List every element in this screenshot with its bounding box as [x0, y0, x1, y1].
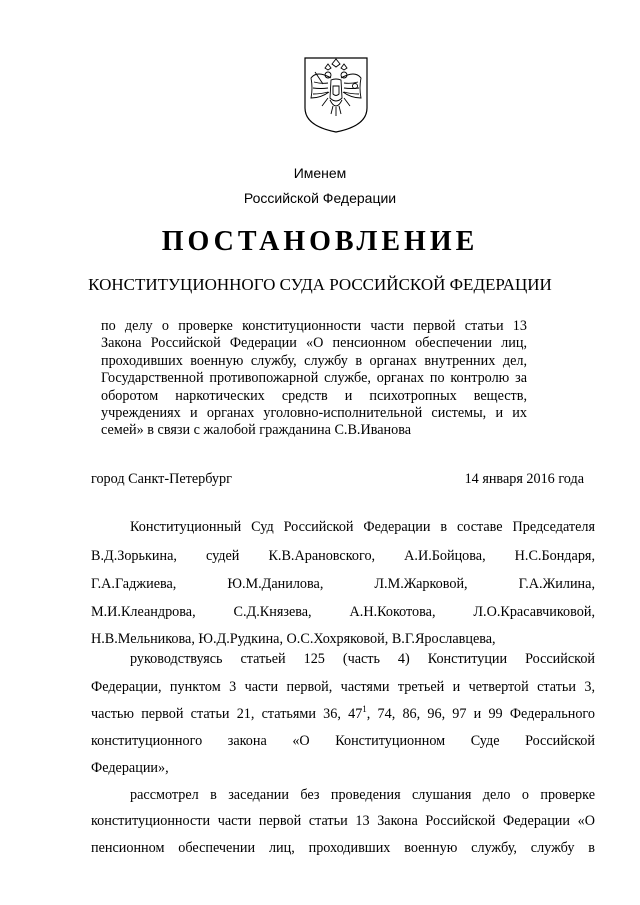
body-line: рассмотрел в заседании без проведения слушания дело о проверке: [130, 787, 595, 803]
body-line: Федерации, пунктом 3 части первой, частями третьей и четвертой статьи 3,: [91, 679, 595, 695]
date: 14 января 2016 года: [464, 471, 584, 487]
coat-of-arms-emblem: [301, 56, 371, 134]
subject-line: Закона Российской Федерации «О пенсионном обеспечении лиц,: [101, 335, 527, 352]
subject-line: проходивших военную службу, службу в органах внутренних дел,: [101, 352, 527, 369]
body-line: Федерации»,: [91, 760, 169, 776]
place: город Санкт-Петербург: [91, 471, 232, 487]
body-line: руководствуясь статьей 125 (часть 4) Конституции Российской: [130, 651, 595, 667]
subject-line: оборотом наркотических средств и психотропных веществ,: [101, 387, 527, 404]
case-subject: [101, 318, 527, 440]
subject-line: семей» в связи с жалобой гражданина С.В.Иванова: [101, 422, 412, 439]
body-line: Н.В.Мельникова, Ю.Д.Рудкина, О.С.Хохряковой, В.Г.Ярославцева,: [91, 631, 496, 647]
subject-line: Государственной противопожарной службе, органах по контролю за: [101, 370, 527, 387]
body-line: пенсионном обеспечении лиц, проходивших военную службу, службу в: [91, 840, 595, 856]
body-line: конституционного закона «О Конституционном Суде Российской: [91, 733, 595, 749]
body-line: Г.А.Гаджиева, Ю.М.Данилова, Л.М.Жарковой, Г.А.Жилина,: [91, 576, 595, 592]
subject-line: по делу о проверке конституционности части первой статьи 13: [101, 318, 527, 334]
superscript: 1: [362, 704, 367, 714]
body-line: конституционности части первой статьи 13 Закона Российской Федерации «О: [91, 813, 595, 829]
body-line-part: частью первой статьи 21, статьями 36, 47: [91, 706, 363, 722]
in-the-name-line: Именем: [293, 165, 347, 181]
court-name: КОНСТИТУЦИОННОГО СУДА РОССИЙСКОЙ ФЕДЕРАЦИИ: [88, 275, 552, 294]
body-line: [91, 706, 595, 723]
body-line-part: , 74, 86, 96, 97 и 99 Федерального: [366, 706, 595, 722]
body-line: В.Д.Зорькина, судей К.В.Арановского, А.И.Бойцова, Н.С.Бондаря,: [91, 548, 595, 564]
document-title: ПОСТАНОВЛЕНИЕ: [161, 226, 479, 257]
subject-line: учреждениях и органах уголовно-исполнительной системы, и их: [101, 405, 527, 422]
russian-federation-line: Российской Федерации: [243, 190, 397, 206]
body-line: Конституционный Суд Российской Федерации в составе Председателя: [130, 519, 595, 535]
body-line: М.И.Клеандрова, С.Д.Князева, А.Н.Кокотова, Л.О.Красавчиковой,: [91, 604, 595, 620]
